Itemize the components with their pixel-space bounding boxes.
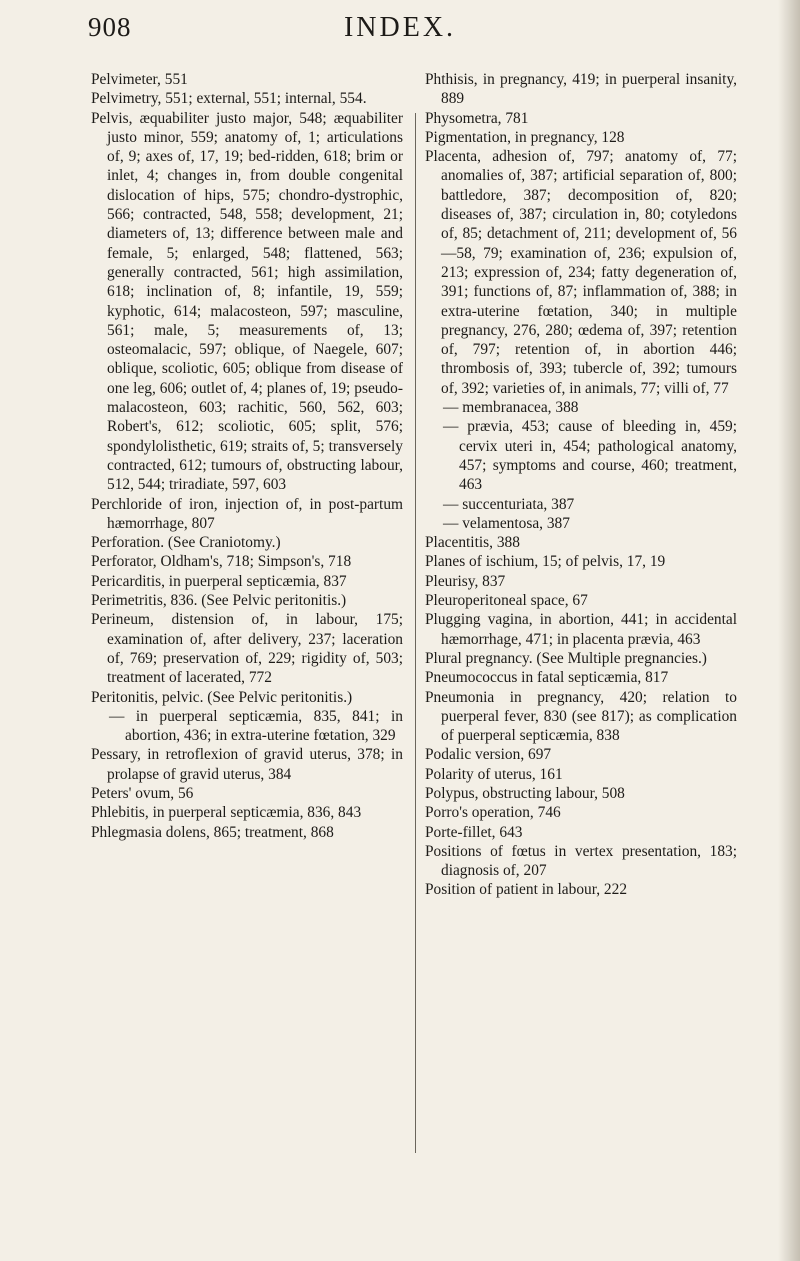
page-number: 908 <box>88 12 132 42</box>
index-entry: Perineum, distension of, in labour, 175; examination of, after delivery, 237; laceration of, 769; preservation of, 229; rigidity of, 503; treatment of lacerated, 772 <box>91 611 403 687</box>
index-subentry: — membranacea, 388 <box>443 399 579 417</box>
index-entry: Peters' ovum, 56 <box>91 784 194 802</box>
index-entry: Pneumonia in pregnancy, 420; relation to puerperal fever, 830 (see 817); as complication of puerperal septicæmia, 838 <box>425 688 737 745</box>
index-entry: Placentitis, 388 <box>425 534 520 552</box>
index-entry: Pessary, in retroflexion of gravid uterus, 378; in prolapse of gravid uterus, 384 <box>91 746 403 783</box>
index-entry: Plugging vagina, in abortion, 441; in accidental hæmorrhage, 471; in placenta prævia, 463 <box>425 611 737 648</box>
index-entry: Perchloride of iron, injection of, in post-partum hæmorrhage, 807 <box>91 495 403 532</box>
index-entry: Peritonitis, pelvic. (See Pelvic peritonitis.) <box>91 688 353 706</box>
index-entry: Pleuroperitoneal space, 67 <box>425 592 588 610</box>
index-subentry: — prævia, 453; cause of bleeding in, 459; cervix uteri in, 454; pathological anatomy, 457; symptoms and course, 460; treatment, 463 <box>443 418 737 494</box>
index-subentry: — succenturiata, 387 <box>443 495 575 513</box>
index-entry: Perforator, Oldham's, 718; Simpson's, 718 <box>91 553 352 571</box>
index-entry: Pleurisy, 837 <box>425 572 506 590</box>
index-entry: Polypus, obstructing labour, 508 <box>425 784 625 802</box>
index-entry: Pelvimeter, 551 <box>91 71 188 88</box>
page-title: INDEX. <box>343 12 457 43</box>
index-entry: Physometra, 781 <box>425 109 529 127</box>
index-entry: Phlebitis, in puerperal septicæmia, 836, 843 <box>91 804 362 822</box>
index-entry: Pericarditis, in puerperal septicæmia, 837 <box>91 572 347 590</box>
index-entry: Pneumococcus in fatal septicæmia, 817 <box>425 669 669 687</box>
index-entry: Positions of fœtus in vertex presentation, 183; diagnosis of, 207 <box>425 842 737 880</box>
index-column-left <box>91 70 403 842</box>
index-entry: Phthisis, in pregnancy, 419; in puerperal insanity, 889 <box>425 71 737 108</box>
index-entry: Planes of ischium, 15; of pelvis, 17, 19 <box>425 553 666 571</box>
index-subentry: — in puerperal septicæmia, 835, 841; in abortion, 436; in extra-uterine fœtation, 329 <box>109 707 403 745</box>
index-entry: Pelvimetry, 551; external, 551; internal, 554. <box>91 90 367 108</box>
index-entry: Podalic version, 697 <box>425 746 552 764</box>
index-entry: Phlegmasia dolens, 865; treatment, 868 <box>91 823 334 841</box>
index-entry: Porte-fillet, 643 <box>425 823 523 841</box>
index-entry: Perforation. (See Craniotomy.) <box>91 534 281 552</box>
index-entry: Pelvis, æquabiliter justo major, 548; æquabiliter justo minor, 559; anatomy of, 1; articulations of, 9; axes of, 17, 19; bed-ridden, 618; brim or inlet, 4; changes in, from double congenital dislocation of hips, 575; chondro-dystrophic, 566; contracted, 548, 558; development, 21; diameters of, 13; difference between male and female, 5; enlarged, 548; flattened, 563; generally contracted, 561; high assimilation, 618; inclination of, 8; infantile, 19, 559; kyphotic, 614; malacosteon, 597; masculine, 561; male, 5; measurements of, 13; osteomalacic, 597; oblique, of Naegele, 607; oblique, scoliotic, 605; oblique from disease of one leg, 606; outlet of, 4; planes of, 19; pseudo-malacosteon, 603; rachitic, 560, 562, 603; Robert's, 612; scoliotic, 605; split, 576; spondylolisthetic, 619; straits of, 5; transversely contracted, 612; tumours of, obstructing labour, 512, 544; triradiate, 597, 603 <box>91 109 403 494</box>
index-entry: Position of patient in labour, 222 <box>425 881 628 899</box>
index-entry: Porro's operation, 746 <box>425 804 561 822</box>
index-entry: Polarity of uterus, 161 <box>425 765 563 783</box>
column-divider <box>415 113 416 1153</box>
index-column-right <box>425 70 737 900</box>
page-edge-shadow <box>778 0 800 1261</box>
index-entry: Perimetritis, 836. (See Pelvic peritonitis.) <box>91 592 347 610</box>
page-header <box>0 12 800 52</box>
index-entry: Pigmentation, in pregnancy, 128 <box>425 128 625 146</box>
index-entry: Plural pregnancy. (See Multiple pregnancies.) <box>425 649 707 667</box>
index-subentry: — velamentosa, 387 <box>443 514 570 532</box>
index-entry: Placenta, adhesion of, 797; anatomy of, 77; anomalies of, 387; artificial separation of, 800; battledore, 387; decomposition of, 820; diseases of, 387; circulation in, 80; cotyledons of, 85; detachment of, 211; development of, 56—58, 79; examination of, 236; expulsion of, 213; expression of, 234; fatty degeneration of, 391; functions of, 87; inflammation of, 388; in extra-uterine fœtation, 340; in multiple pregnancy, 276, 280; œdema of, 397; retention of, 797; retention of, in abortion 446; thrombosis of, 393; tubercle of, 392; tumours of, 392; varieties of, in animals, 77; villi of, 77 <box>425 148 737 397</box>
